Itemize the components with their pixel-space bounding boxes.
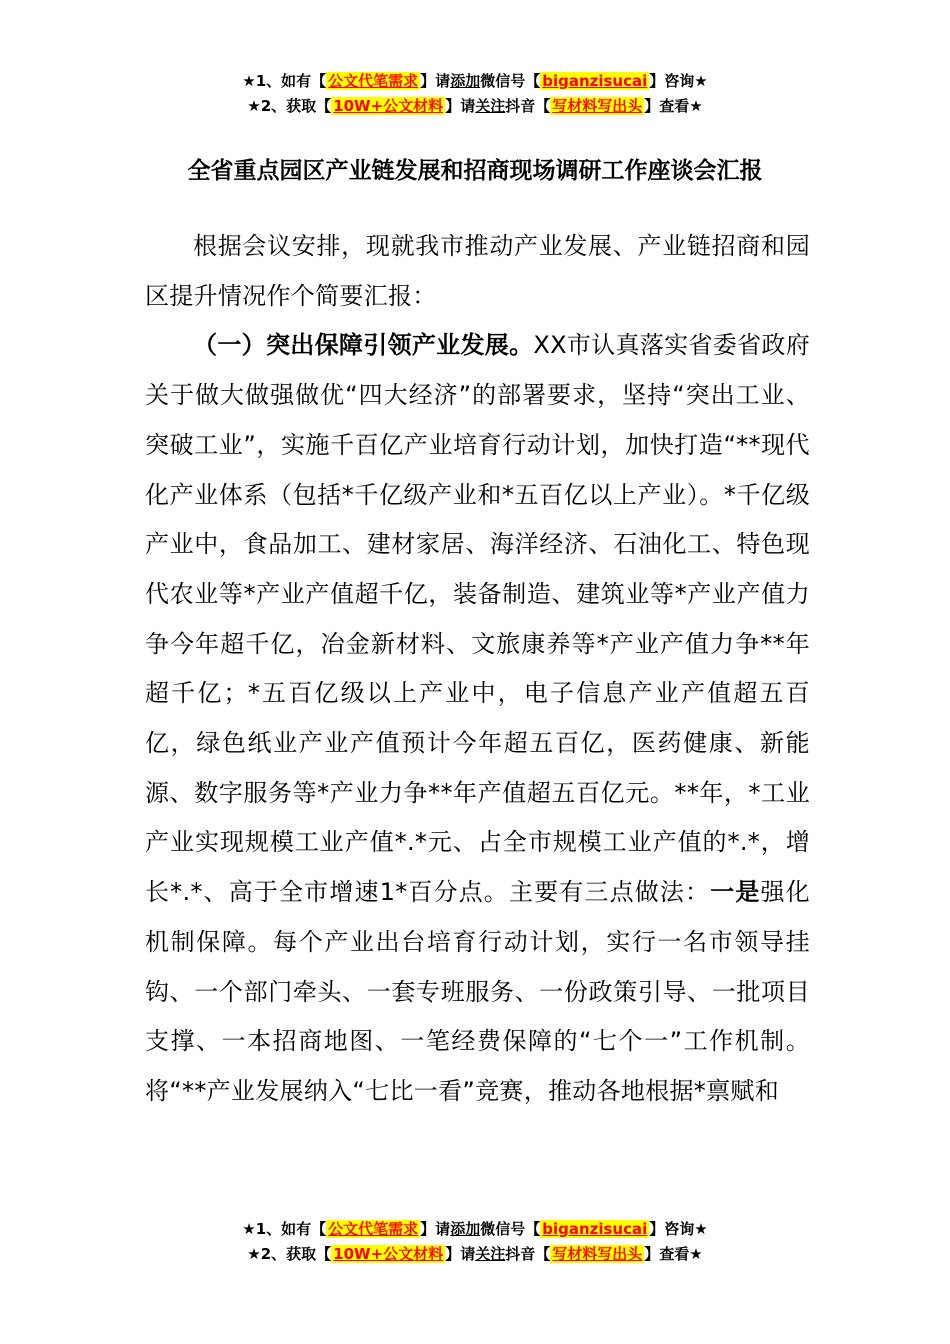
section-heading: （一）突出保障引领产业发展。 — [193, 331, 534, 360]
promo-line-1 — [0, 69, 950, 94]
paragraph-text: XX市认真落实省委省政府关于做大做强做优“四大经济”的部署要求，坚持“突出工业、突破工业”，实施千百亿产业培育行动计划，加快打造“**现代化产业体系（包括*千亿级产业和*五百亿以上产业）。*千亿级产业中，食品加工、建材家居、海洋经济、石油化工、特色现代农业等*产业产值超千亿，装备制造、建筑业等*产业产值力争今年超千亿，冶金新材料、文旅康养等*产业产值力争**年超千亿；*五百亿级以上产业中，电子信息产业产值超五百亿，绿色纸业产业产值预计今年超五百亿，医药健康、新能源、数字服务等*产业力争**年产值超五百亿元。**年，*工业产业实现规模工业产值*.*元、占全市规模工业产值的*.*，增长*.*、高于全市增速1*百分点。主要有三点做法： — [145, 331, 811, 907]
document-body — [145, 222, 810, 1117]
promo-text: 】咨询★ — [649, 72, 708, 90]
promo-highlight: 写材料写出头 — [552, 97, 643, 115]
promo-emphasis: 添加 — [450, 72, 481, 90]
promo-text: ★1、如有【 — [242, 1220, 327, 1238]
promo-line-1 — [0, 1217, 950, 1242]
promo-emphasis: 添加 — [450, 1220, 481, 1238]
promo-text: 抖音【 — [505, 1245, 551, 1263]
paragraph-text: 强化机制保障。每个产业出台培育行动计划，实行一名市领导挂钩、一个部门牵头、一套专班服务、一份政策引导、一批项目支撑、一本招商地图、一笔经费保障的“七个一”工作机制。将“**产业发展纳入“七比一看”竞赛，推动各地根据*禀赋和 — [145, 878, 810, 1105]
promo-highlight: biganzisucai — [542, 1220, 648, 1238]
promo-text: ★2、获取【 — [247, 1245, 332, 1263]
promo-highlight: 公文代笔需求 — [328, 72, 419, 90]
paragraph-lead: 一是 — [710, 878, 761, 907]
promo-highlight: 写材料写出头 — [552, 1245, 643, 1263]
promo-highlight: biganzisucai — [542, 72, 648, 90]
promo-banner-top — [0, 69, 950, 119]
promo-text: 微信号【 — [480, 72, 541, 90]
promo-emphasis: 关注 — [475, 97, 506, 115]
promo-text: 】请 — [445, 97, 476, 115]
promo-text: 】请 — [445, 1245, 476, 1263]
promo-highlight: 10W+公文材料 — [333, 97, 444, 115]
promo-text: 】查看★ — [644, 1245, 703, 1263]
promo-text: 微信号【 — [480, 1220, 541, 1238]
promo-text: ★2、获取【 — [247, 97, 332, 115]
promo-text: 】请 — [420, 72, 451, 90]
promo-line-2 — [0, 1242, 950, 1267]
promo-banner-bottom — [0, 1217, 950, 1267]
promo-highlight: 公文代笔需求 — [328, 1220, 419, 1238]
promo-text: ★1、如有【 — [242, 72, 327, 90]
promo-text: 抖音【 — [505, 97, 551, 115]
paragraph-section-1 — [145, 321, 810, 1116]
promo-emphasis: 关注 — [475, 1245, 506, 1263]
promo-text: 】查看★ — [644, 97, 703, 115]
paragraph-intro: 根据会议安排，现就我市推动产业发展、产业链招商和园区提升情况作个简要汇报： — [145, 232, 810, 310]
promo-line-2 — [0, 94, 950, 119]
promo-text: 】咨询★ — [649, 1220, 708, 1238]
promo-highlight: 10W+公文材料 — [333, 1245, 444, 1263]
promo-text: 】请 — [420, 1220, 451, 1238]
document-title: 全省重点园区产业链发展和招商现场调研工作座谈会汇报 — [187, 158, 763, 184]
